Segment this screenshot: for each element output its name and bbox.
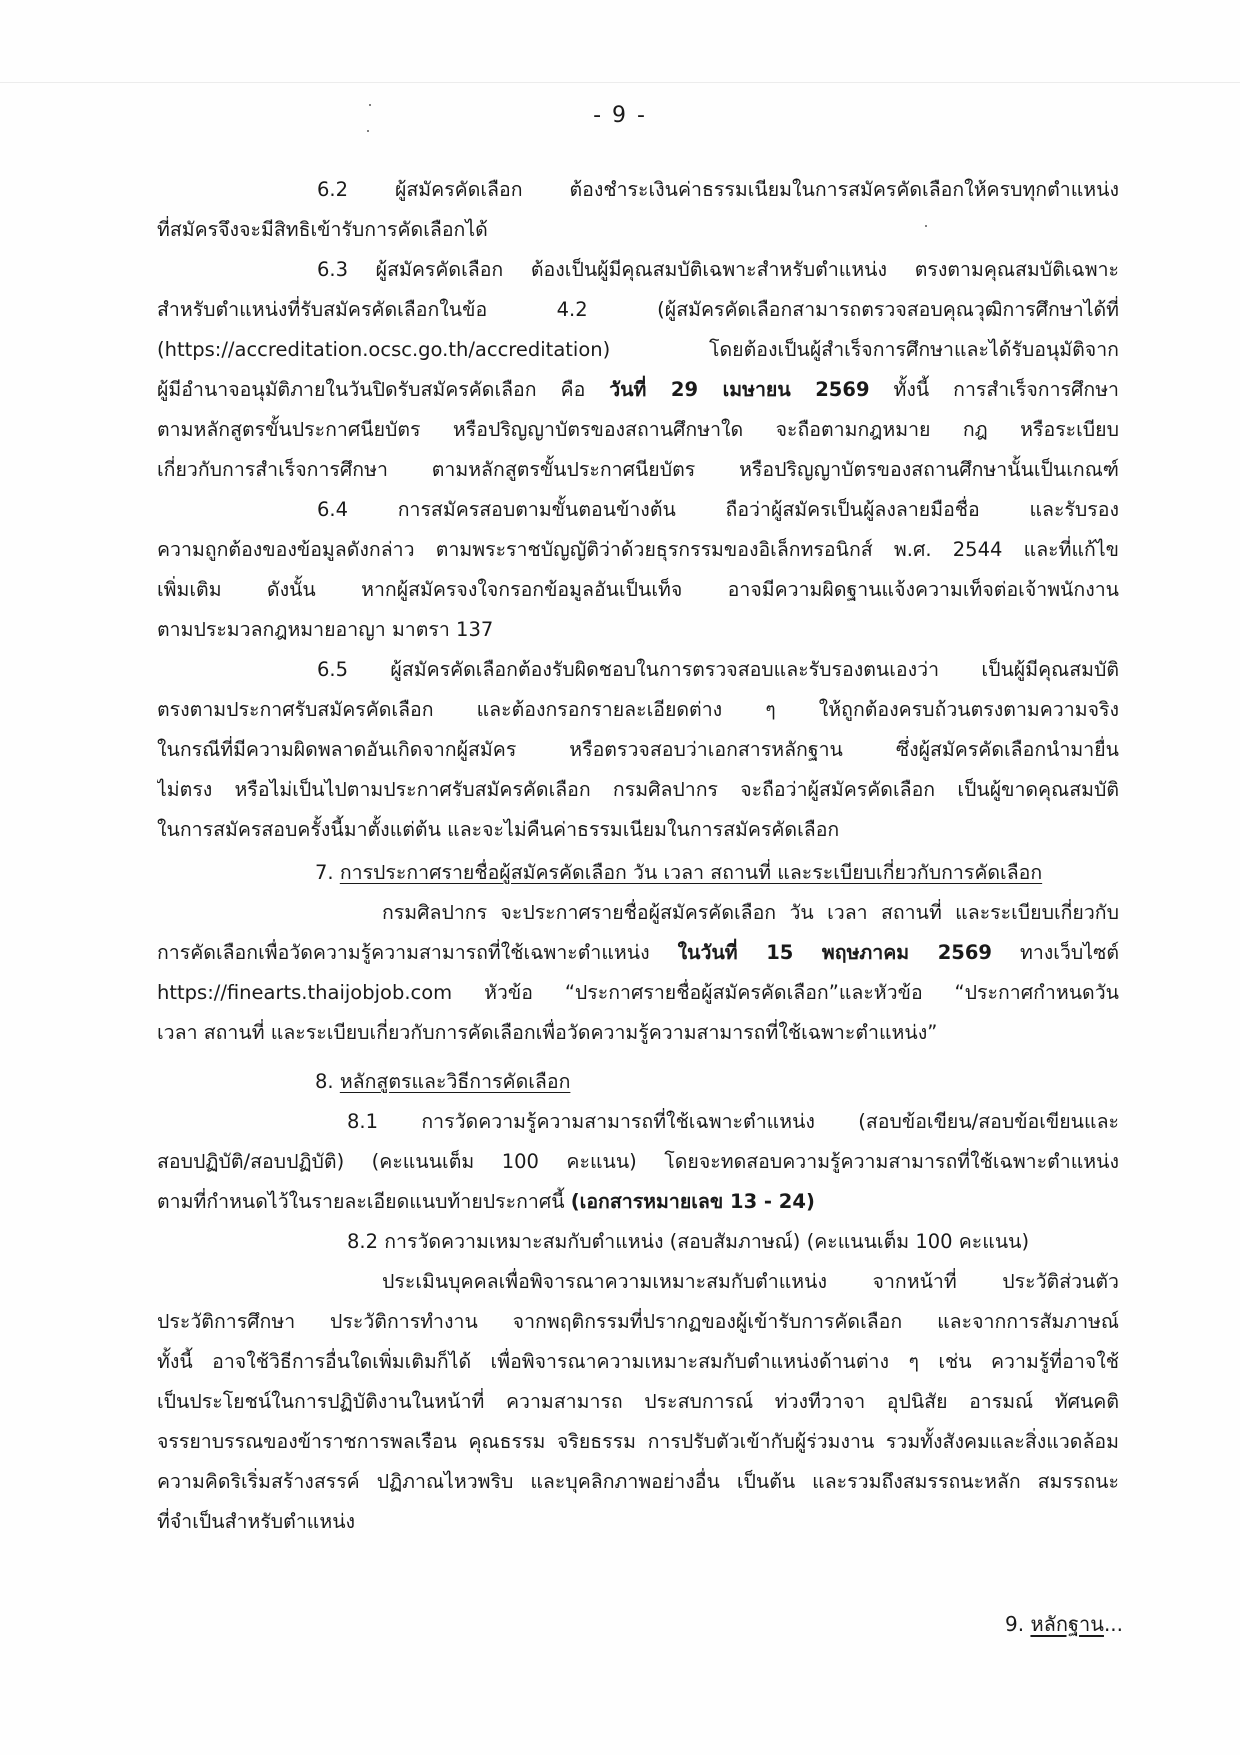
paragraph-line: ที่สมัครจึงจะมีสิทธิเข้ารับการคัดเลือกได้: [157, 218, 488, 241]
text-run: ตามที่กำหนดไว้ในรายละเอียดแนบท้ายประกาศนี้: [157, 1190, 571, 1213]
paragraph-line: เวลา สถานที่ และระเบียบเกี่ยวกับการคัดเลือกเพื่อวัดความรู้ความสามารถที่ใช้เฉพาะตำแหน่ง”: [157, 1021, 938, 1044]
document-ref: (เอกสารหมายเลข 13 - 24): [570, 1190, 815, 1213]
ellipsis: ...: [1103, 1612, 1124, 1636]
announce-date: ในวันที่ 15 พฤษภาคม 2569: [677, 941, 992, 964]
text-run: ผู้มีอำนาจอนุมัติภายในวันปิดรับสมัครคัดเลือก คือ: [157, 378, 610, 401]
paragraph-line: ความถูกต้องของข้อมูลดังกล่าว ตามพระราชบัญญัติว่าด้วยธุรกรรมของอิเล็กทรอนิกส์ พ.ศ. 2544 และที่แก้ไข: [157, 538, 1119, 561]
paragraph-line: กรมศิลปากร จะประกาศรายชื่อผู้สมัครคัดเลือก วัน เวลา สถานที่ และระเบียบเกี่ยวกับ: [382, 901, 1119, 924]
paragraph-line: 6.5 ผู้สมัครคัดเลือกต้องรับผิดชอบในการตรวจสอบและรับรองตนเองว่า เป็นผู้มีคุณสมบัติ: [317, 658, 1119, 681]
accreditation-url-line: (https://accreditation.ocsc.go.th/accreditation) โดยต้องเป็นผู้สำเร็จการศึกษาและได้รับอนุมัติจาก: [157, 338, 1119, 361]
section-6-4: [157, 490, 1119, 650]
paragraph-line: เกี่ยวกับการสำเร็จการศึกษา ตามหลักสูตรขั้นประกาศนียบัตร หรือปริญญาบัตรของสถานศึกษานั้นเป็นเกณฑ์: [157, 458, 1119, 481]
paragraph-line: 6.4 การสมัครสอบตามขั้นตอนข้างต้น ถือว่าผู้สมัครเป็นผู้ลงลายมือชื่อ และรับรอง: [317, 498, 1119, 521]
paragraph-line: 6.3 ผู้สมัครคัดเลือก ต้องเป็นผู้มีคุณสมบัติเฉพาะสำหรับตำแหน่ง ตรงตามคุณสมบัติเฉพาะ: [317, 258, 1119, 281]
paragraph-line: ประวัติการศึกษา ประวัติการทำงาน จากพฤติกรรมที่ปรากฏของผู้เข้ารับการคัดเลือก และจากการสัมภาษณ์: [157, 1310, 1119, 1333]
section-number: 7.: [315, 861, 334, 884]
text-run: ทางเว็บไซต์: [991, 941, 1119, 964]
section-6-5: [157, 650, 1119, 850]
paragraph-line: ในกรณีที่มีความผิดพลาดอันเกิดจากผู้สมัคร หรือตรวจสอบว่าเอกสารหลักฐาน ซึ่งผู้สมัครคัดเลือกนำมายื่น: [157, 738, 1119, 761]
section-number: 8.: [315, 1070, 334, 1093]
section-6-2: [157, 170, 1119, 250]
document-ref-line: [157, 1182, 1119, 1222]
next-section-title: หลักฐาน: [1030, 1612, 1104, 1636]
paragraph-line: ทั้งนี้ อาจใช้วิธีการอื่นใดเพิ่มเติมก็ได้ เพื่อพิจารณาความเหมาะสมกับตำแหน่งด้านต่าง ๆ เช่น ความรู้ที่อาจใช้: [157, 1350, 1119, 1373]
paragraph-line: ไม่ตรง หรือไม่เป็นไปตามประกาศรับสมัครคัดเลือก กรมศิลปากร จะถือว่าผู้สมัครคัดเลือก เป็นผู้ขาดคุณสมบัติ: [157, 778, 1119, 801]
paragraph-line: ที่จำเป็นสำหรับตำแหน่ง: [157, 1510, 356, 1533]
next-page-cue: [1005, 1608, 1123, 1640]
paragraph-line: ประเมินบุคคลเพื่อพิจารณาความเหมาะสมกับตำแหน่ง จากหน้าที่ ประวัติส่วนตัว: [382, 1270, 1119, 1293]
deadline-date: วันที่ 29 เมษายน 2569: [609, 378, 870, 401]
section-8: [157, 1062, 1119, 1542]
paragraph-line: ตามหลักสูตรขั้นประกาศนียบัตร หรือปริญญาบัตรของสถานศึกษาใด จะถือตามกฎหมาย กฎ หรือระเบียบ: [157, 418, 1119, 441]
paragraph-line: จรรยาบรรณของข้าราชการพลเรือน คุณธรรม จริยธรรม การปรับตัวเข้ากับผู้ร่วมงาน รวมทั้งสังคมและสิ่งแวดล้อม: [157, 1430, 1119, 1453]
scan-edge-line: [0, 82, 1240, 83]
section-title: หลักสูตรและวิธีการคัดเลือก: [339, 1070, 571, 1093]
announce-date-line: [157, 933, 1119, 973]
section-title: การประกาศรายชื่อผู้สมัครคัดเลือก วัน เวลา สถานที่ และระเบียบเกี่ยวกับการคัดเลือก: [339, 861, 1043, 884]
scan-speck: [367, 130, 369, 132]
paragraph-line: เพิ่มเติม ดังนั้น หากผู้สมัครจงใจกรอกข้อมูลอันเป็นเท็จ อาจมีความผิดฐานแจ้งความเท็จต่อเจ้าพนักงาน: [157, 578, 1119, 601]
text-run: การคัดเลือกเพื่อวัดความรู้ความสามารถที่ใช้เฉพาะตำแหน่ง: [157, 941, 678, 964]
paragraph-line: เป็นประโยชน์ในการปฏิบัติงานในหน้าที่ ความสามารถ ประสบการณ์ ท่วงทีวาจา อุปนิสัย อารมณ์ ทัศนคติ: [157, 1390, 1119, 1413]
paragraph-line: ตามประมวลกฎหมายอาญา มาตรา 137: [157, 618, 494, 641]
subsection-heading: 8.2 การวัดความเหมาะสมกับตำแหน่ง (สอบสัมภาษณ์) (คะแนนเต็ม 100 คะแนน): [347, 1230, 1030, 1253]
text-run: ทั้งนี้ การสำเร็จการศึกษา: [869, 378, 1119, 401]
next-section-number: 9.: [1005, 1612, 1025, 1636]
paragraph-line: ในการสมัครสอบครั้งนี้มาตั้งแต่ต้น และจะไม่คืนค่าธรรมเนียมในการสมัครคัดเลือก: [157, 818, 840, 841]
section-6-3: [157, 250, 1119, 490]
section-7: [157, 853, 1119, 1053]
paragraph-line: ตรงตามประกาศรับสมัครคัดเลือก และต้องกรอกรายละเอียดต่าง ๆ ให้ถูกต้องครบถ้วนตรงตามความจริง: [157, 698, 1119, 721]
deadline-line: [157, 370, 1119, 410]
section-heading: [157, 853, 1119, 893]
paragraph-line: สำหรับตำแหน่งที่รับสมัครคัดเลือกในข้อ 4.2 (ผู้สมัครคัดเลือกสามารถตรวจสอบคุณวุฒิการศึกษาได้ที่: [157, 298, 1119, 321]
paragraph-line: 8.1 การวัดความรู้ความสามารถที่ใช้เฉพาะตำแหน่ง (สอบข้อเขียน/สอบข้อเขียนและ: [347, 1110, 1119, 1133]
section-heading: [157, 1062, 1119, 1102]
paragraph-line: ความคิดริเริ่มสร้างสรรค์ ปฏิภาณไหวพริบ และบุคลิกภาพอย่างอื่น เป็นต้น และรวมถึงสมรรถนะหลัก สมรรถนะ: [157, 1470, 1119, 1493]
page-number: - 9 -: [593, 103, 647, 128]
paragraph-line: สอบปฏิบัติ/สอบปฏิบัติ) (คะแนนเต็ม 100 คะแนน) โดยจะทดสอบความรู้ความสามารถที่ใช้เฉพาะตำแหน่ง: [157, 1150, 1119, 1173]
website-line: https://finearts.thaijobjob.com หัวข้อ “ประกาศรายชื่อผู้สมัครคัดเลือก”และหัวข้อ “ประกาศกำหนดวัน: [157, 981, 1119, 1004]
paragraph-line: 6.2 ผู้สมัครคัดเลือก ต้องชำระเงินค่าธรรมเนียมในการสมัครคัดเลือกให้ครบทุกตำแหน่ง: [317, 178, 1119, 201]
